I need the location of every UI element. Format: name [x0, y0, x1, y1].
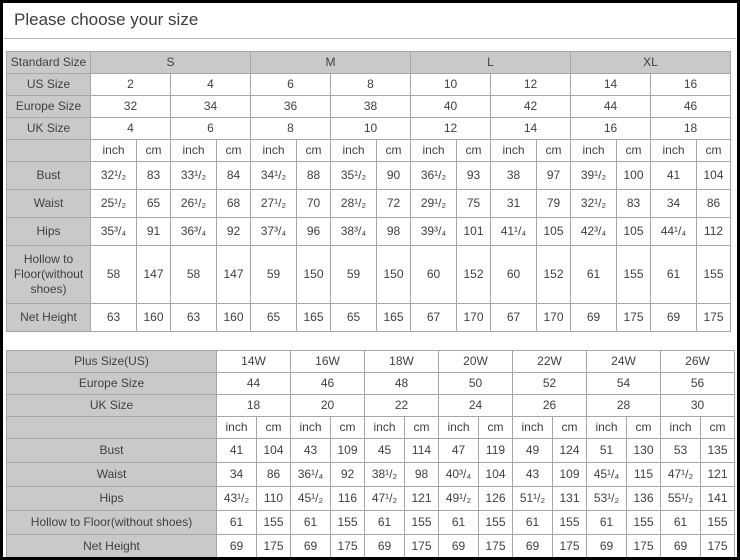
- unit-cell: cm: [405, 417, 439, 439]
- unit-cell: cm: [257, 417, 291, 439]
- size-value-cell: 4: [91, 118, 171, 140]
- unit-cell: inch: [491, 140, 537, 162]
- measure-value-cell: 104: [479, 463, 513, 487]
- measure-value-cell: 92: [217, 218, 251, 246]
- size-value-cell: 42: [491, 96, 571, 118]
- measure-value-cell: 175: [405, 535, 439, 559]
- unit-cell: inch: [411, 140, 457, 162]
- size-row: [7, 74, 731, 96]
- measure-row: [7, 190, 731, 218]
- measure-value-cell: 97: [537, 162, 571, 190]
- measure-value-cell: 155: [697, 246, 731, 304]
- measure-value-cell: 69: [365, 535, 405, 559]
- size-row-label-cell: Europe Size: [7, 96, 91, 118]
- measure-row: [7, 535, 735, 559]
- measure-value-cell: 175: [627, 535, 661, 559]
- measure-value-cell: 121: [405, 487, 439, 511]
- measure-value-cell: 63: [171, 304, 217, 332]
- measure-label-cell: Net Height: [7, 304, 91, 332]
- size-group-cell: 20W: [439, 351, 513, 373]
- size-value-cell: 54: [587, 373, 661, 395]
- standard-size-table: [6, 51, 731, 332]
- measure-value-cell: 141: [701, 487, 735, 511]
- size-value-cell: 34: [171, 96, 251, 118]
- unit-cell: inch: [331, 140, 377, 162]
- size-group-cell: 24W: [587, 351, 661, 373]
- size-group-cell: L: [411, 52, 571, 74]
- measure-value-cell: 49: [513, 439, 553, 463]
- measure-value-cell: 69: [217, 535, 257, 559]
- measure-value-cell: 33¹/₂: [171, 162, 217, 190]
- unit-cell: cm: [479, 417, 513, 439]
- measure-value-cell: 29¹/₂: [411, 190, 457, 218]
- measure-value-cell: 155: [405, 511, 439, 535]
- measure-value-cell: 43: [291, 439, 331, 463]
- measure-value-cell: 69: [587, 535, 627, 559]
- measure-value-cell: 59: [251, 246, 297, 304]
- measure-value-cell: 61: [587, 511, 627, 535]
- measure-value-cell: 69: [571, 304, 617, 332]
- size-value-cell: 6: [171, 118, 251, 140]
- measure-value-cell: 36¹/₄: [291, 463, 331, 487]
- measure-value-cell: 88: [297, 162, 331, 190]
- size-row: [7, 395, 735, 417]
- unit-cell: cm: [617, 140, 651, 162]
- size-value-cell: 40: [411, 96, 491, 118]
- measure-row: [7, 218, 731, 246]
- unit-cell: inch: [91, 140, 137, 162]
- measure-value-cell: 43: [513, 463, 553, 487]
- unit-cell: inch: [291, 417, 331, 439]
- measure-label-cell: Waist: [7, 463, 217, 487]
- measure-row: [7, 439, 735, 463]
- measure-value-cell: 61: [661, 511, 701, 535]
- size-value-cell: 30: [661, 395, 735, 417]
- measure-value-cell: 155: [479, 511, 513, 535]
- measure-value-cell: 32¹/₂: [571, 190, 617, 218]
- size-value-cell: 14: [491, 118, 571, 140]
- measure-value-cell: 61: [513, 511, 553, 535]
- size-group-cell: XL: [571, 52, 731, 74]
- measure-value-cell: 100: [617, 162, 651, 190]
- measure-value-cell: 38: [491, 162, 537, 190]
- measure-value-cell: 61: [291, 511, 331, 535]
- size-value-cell: 20: [291, 395, 365, 417]
- size-value-cell: 50: [439, 373, 513, 395]
- measure-value-cell: 175: [331, 535, 365, 559]
- plus-size-table: [6, 350, 735, 559]
- measure-value-cell: 41: [217, 439, 257, 463]
- measure-row: [7, 246, 731, 304]
- size-value-cell: 12: [411, 118, 491, 140]
- measure-value-cell: 114: [405, 439, 439, 463]
- unit-cell: cm: [553, 417, 587, 439]
- measure-value-cell: 39³/₄: [411, 218, 457, 246]
- measure-value-cell: 41: [651, 162, 697, 190]
- measure-value-cell: 53: [661, 439, 701, 463]
- measure-value-cell: 175: [701, 535, 735, 559]
- size-value-cell: 16: [651, 74, 731, 96]
- size-value-cell: 2: [91, 74, 171, 96]
- measure-value-cell: 110: [257, 487, 291, 511]
- size-group-row: [7, 351, 735, 373]
- measure-value-cell: 92: [331, 463, 365, 487]
- size-row-label-cell: UK Size: [7, 395, 217, 417]
- measure-value-cell: 96: [297, 218, 331, 246]
- measure-value-cell: 155: [701, 511, 735, 535]
- measure-value-cell: 98: [405, 463, 439, 487]
- size-group-cell: 26W: [661, 351, 735, 373]
- measure-value-cell: 61: [571, 246, 617, 304]
- measure-value-cell: 34: [217, 463, 257, 487]
- unit-cell: inch: [587, 417, 627, 439]
- size-value-cell: 36: [251, 96, 331, 118]
- measure-value-cell: 84: [217, 162, 251, 190]
- measure-value-cell: 49¹/₂: [439, 487, 479, 511]
- measure-value-cell: 61: [651, 246, 697, 304]
- size-value-cell: 44: [217, 373, 291, 395]
- measure-value-cell: 152: [457, 246, 491, 304]
- measure-value-cell: 37³/₄: [251, 218, 297, 246]
- unit-cell: cm: [627, 417, 661, 439]
- measure-value-cell: 34: [651, 190, 697, 218]
- size-row-label-cell: Europe Size: [7, 373, 217, 395]
- measure-value-cell: 91: [137, 218, 171, 246]
- measure-row: [7, 511, 735, 535]
- size-row-label-cell: US Size: [7, 74, 91, 96]
- size-value-cell: 26: [513, 395, 587, 417]
- measure-value-cell: 65: [331, 304, 377, 332]
- corner-label-cell: Standard Size: [7, 52, 91, 74]
- unit-cell: cm: [297, 140, 331, 162]
- measure-value-cell: 58: [171, 246, 217, 304]
- measure-value-cell: 165: [297, 304, 331, 332]
- size-value-cell: 16: [571, 118, 651, 140]
- measure-value-cell: 69: [661, 535, 701, 559]
- measure-value-cell: 155: [617, 246, 651, 304]
- size-value-cell: 46: [291, 373, 365, 395]
- unit-cell: cm: [217, 140, 251, 162]
- measure-value-cell: 61: [365, 511, 405, 535]
- size-group-cell: 22W: [513, 351, 587, 373]
- size-value-cell: 8: [251, 118, 331, 140]
- size-value-cell: 10: [331, 118, 411, 140]
- measure-value-cell: 86: [257, 463, 291, 487]
- measure-value-cell: 175: [617, 304, 651, 332]
- measure-value-cell: 150: [297, 246, 331, 304]
- measure-value-cell: 28¹/₂: [331, 190, 377, 218]
- measure-value-cell: 131: [553, 487, 587, 511]
- measure-value-cell: 105: [617, 218, 651, 246]
- measure-value-cell: 135: [701, 439, 735, 463]
- measure-value-cell: 58: [91, 246, 137, 304]
- size-group-cell: 16W: [291, 351, 365, 373]
- measure-value-cell: 38¹/₂: [365, 463, 405, 487]
- size-value-cell: 28: [587, 395, 661, 417]
- size-value-cell: 48: [365, 373, 439, 395]
- measure-value-cell: 83: [617, 190, 651, 218]
- measure-value-cell: 90: [377, 162, 411, 190]
- size-value-cell: 44: [571, 96, 651, 118]
- measure-value-cell: 36³/₄: [171, 218, 217, 246]
- measure-value-cell: 109: [553, 463, 587, 487]
- measure-value-cell: 47¹/₂: [365, 487, 405, 511]
- measure-value-cell: 61: [217, 511, 257, 535]
- measure-value-cell: 160: [137, 304, 171, 332]
- size-value-cell: 52: [513, 373, 587, 395]
- measure-value-cell: 42³/₄: [571, 218, 617, 246]
- size-row: [7, 118, 731, 140]
- measure-value-cell: 175: [479, 535, 513, 559]
- measure-value-cell: 121: [701, 463, 735, 487]
- size-row: [7, 96, 731, 118]
- measure-value-cell: 130: [627, 439, 661, 463]
- size-group-row: [7, 52, 731, 74]
- size-value-cell: 22: [365, 395, 439, 417]
- measure-value-cell: 150: [377, 246, 411, 304]
- measure-value-cell: 155: [553, 511, 587, 535]
- size-row-label-cell: UK Size: [7, 118, 91, 140]
- unit-row: [7, 417, 735, 439]
- measure-value-cell: 105: [537, 218, 571, 246]
- measure-value-cell: 34¹/₂: [251, 162, 297, 190]
- measure-row: [7, 304, 731, 332]
- measure-value-cell: 26¹/₂: [171, 190, 217, 218]
- measure-value-cell: 59: [331, 246, 377, 304]
- measure-value-cell: 104: [697, 162, 731, 190]
- measure-value-cell: 104: [257, 439, 291, 463]
- unit-cell: cm: [377, 140, 411, 162]
- size-group-cell: 18W: [365, 351, 439, 373]
- measure-value-cell: 27¹/₂: [251, 190, 297, 218]
- measure-value-cell: 35¹/₂: [331, 162, 377, 190]
- unit-cell: cm: [537, 140, 571, 162]
- measure-value-cell: 36¹/₂: [411, 162, 457, 190]
- unit-row: [7, 140, 731, 162]
- size-value-cell: 14: [571, 74, 651, 96]
- measure-value-cell: 43¹/₂: [217, 487, 257, 511]
- measure-value-cell: 41¹/₄: [491, 218, 537, 246]
- measure-value-cell: 83: [137, 162, 171, 190]
- unit-cell: inch: [251, 140, 297, 162]
- size-value-cell: 10: [411, 74, 491, 96]
- size-value-cell: 24: [439, 395, 513, 417]
- measure-value-cell: 165: [377, 304, 411, 332]
- size-value-cell: 18: [651, 118, 731, 140]
- size-value-cell: 46: [651, 96, 731, 118]
- table-gap: [3, 332, 737, 338]
- unit-cell: cm: [137, 140, 171, 162]
- unit-cell: inch: [365, 417, 405, 439]
- measure-value-cell: 155: [257, 511, 291, 535]
- measure-value-cell: 116: [331, 487, 365, 511]
- size-group-cell: S: [91, 52, 251, 74]
- measure-label-cell: Waist: [7, 190, 91, 218]
- measure-value-cell: 45: [365, 439, 405, 463]
- size-value-cell: 8: [331, 74, 411, 96]
- unit-cell: inch: [217, 417, 257, 439]
- measure-value-cell: 45¹/₂: [291, 487, 331, 511]
- header: [4, 3, 736, 39]
- measure-value-cell: 60: [491, 246, 537, 304]
- measure-value-cell: 25¹/₂: [91, 190, 137, 218]
- measure-value-cell: 72: [377, 190, 411, 218]
- measure-value-cell: 155: [627, 511, 661, 535]
- measure-value-cell: 170: [457, 304, 491, 332]
- measure-value-cell: 70: [297, 190, 331, 218]
- measure-value-cell: 38³/₄: [331, 218, 377, 246]
- measure-label-cell: Hollow to Floor(without shoes): [7, 246, 91, 304]
- unit-cell: cm: [697, 140, 731, 162]
- measure-value-cell: 175: [697, 304, 731, 332]
- measure-value-cell: 35³/₄: [91, 218, 137, 246]
- measure-value-cell: 115: [627, 463, 661, 487]
- measure-value-cell: 109: [331, 439, 365, 463]
- measure-value-cell: 31: [491, 190, 537, 218]
- measure-label-cell: Hips: [7, 487, 217, 511]
- measure-value-cell: 69: [291, 535, 331, 559]
- unit-cell: inch: [171, 140, 217, 162]
- measure-value-cell: 152: [537, 246, 571, 304]
- measure-value-cell: 170: [537, 304, 571, 332]
- measure-value-cell: 65: [251, 304, 297, 332]
- measure-value-cell: 147: [217, 246, 251, 304]
- size-value-cell: 38: [331, 96, 411, 118]
- measure-label-cell: Bust: [7, 439, 217, 463]
- measure-value-cell: 69: [513, 535, 553, 559]
- corner-label-cell: Plus Size(US): [7, 351, 217, 373]
- unit-row-label-cell: [7, 140, 91, 162]
- unit-cell: cm: [331, 417, 365, 439]
- size-value-cell: 4: [171, 74, 251, 96]
- measure-value-cell: 32¹/₂: [91, 162, 137, 190]
- unit-row-label-cell: [7, 417, 217, 439]
- measure-value-cell: 155: [331, 511, 365, 535]
- unit-cell: inch: [661, 417, 701, 439]
- measure-value-cell: 61: [439, 511, 479, 535]
- measure-value-cell: 39¹/₂: [571, 162, 617, 190]
- size-group-cell: M: [251, 52, 411, 74]
- measure-value-cell: 136: [627, 487, 661, 511]
- measure-value-cell: 67: [411, 304, 457, 332]
- size-group-cell: 14W: [217, 351, 291, 373]
- unit-cell: inch: [571, 140, 617, 162]
- measure-value-cell: 160: [217, 304, 251, 332]
- measure-value-cell: 69: [651, 304, 697, 332]
- measure-value-cell: 175: [553, 535, 587, 559]
- measure-value-cell: 93: [457, 162, 491, 190]
- measure-value-cell: 75: [457, 190, 491, 218]
- measure-value-cell: 51: [587, 439, 627, 463]
- unit-cell: cm: [701, 417, 735, 439]
- measure-value-cell: 65: [137, 190, 171, 218]
- size-value-cell: 12: [491, 74, 571, 96]
- size-row: [7, 373, 735, 395]
- measure-value-cell: 68: [217, 190, 251, 218]
- size-value-cell: 18: [217, 395, 291, 417]
- measure-value-cell: 86: [697, 190, 731, 218]
- measure-value-cell: 45¹/₄: [587, 463, 627, 487]
- measure-value-cell: 147: [137, 246, 171, 304]
- measure-value-cell: 79: [537, 190, 571, 218]
- measure-value-cell: 44¹/₄: [651, 218, 697, 246]
- measure-value-cell: 98: [377, 218, 411, 246]
- measure-value-cell: 126: [479, 487, 513, 511]
- measure-value-cell: 40³/₄: [439, 463, 479, 487]
- measure-value-cell: 112: [697, 218, 731, 246]
- measure-value-cell: 51¹/₂: [513, 487, 553, 511]
- measure-row: [7, 162, 731, 190]
- unit-cell: inch: [651, 140, 697, 162]
- measure-value-cell: 69: [439, 535, 479, 559]
- measure-value-cell: 119: [479, 439, 513, 463]
- measure-value-cell: 53¹/₂: [587, 487, 627, 511]
- measure-label-cell: Hollow to Floor(without shoes): [7, 511, 217, 535]
- measure-value-cell: 47: [439, 439, 479, 463]
- measure-value-cell: 101: [457, 218, 491, 246]
- measure-value-cell: 55¹/₂: [661, 487, 701, 511]
- measure-label-cell: Bust: [7, 162, 91, 190]
- measure-value-cell: 175: [257, 535, 291, 559]
- unit-cell: cm: [457, 140, 491, 162]
- unit-cell: inch: [439, 417, 479, 439]
- measure-row: [7, 487, 735, 511]
- measure-value-cell: 124: [553, 439, 587, 463]
- page-title: Please choose your size: [14, 10, 199, 29]
- size-value-cell: 56: [661, 373, 735, 395]
- unit-cell: inch: [513, 417, 553, 439]
- measure-row: [7, 463, 735, 487]
- measure-value-cell: 63: [91, 304, 137, 332]
- measure-value-cell: 47¹/₂: [661, 463, 701, 487]
- measure-label-cell: Net Height: [7, 535, 217, 559]
- measure-value-cell: 67: [491, 304, 537, 332]
- size-value-cell: 32: [91, 96, 171, 118]
- measure-value-cell: 60: [411, 246, 457, 304]
- size-value-cell: 6: [251, 74, 331, 96]
- measure-label-cell: Hips: [7, 218, 91, 246]
